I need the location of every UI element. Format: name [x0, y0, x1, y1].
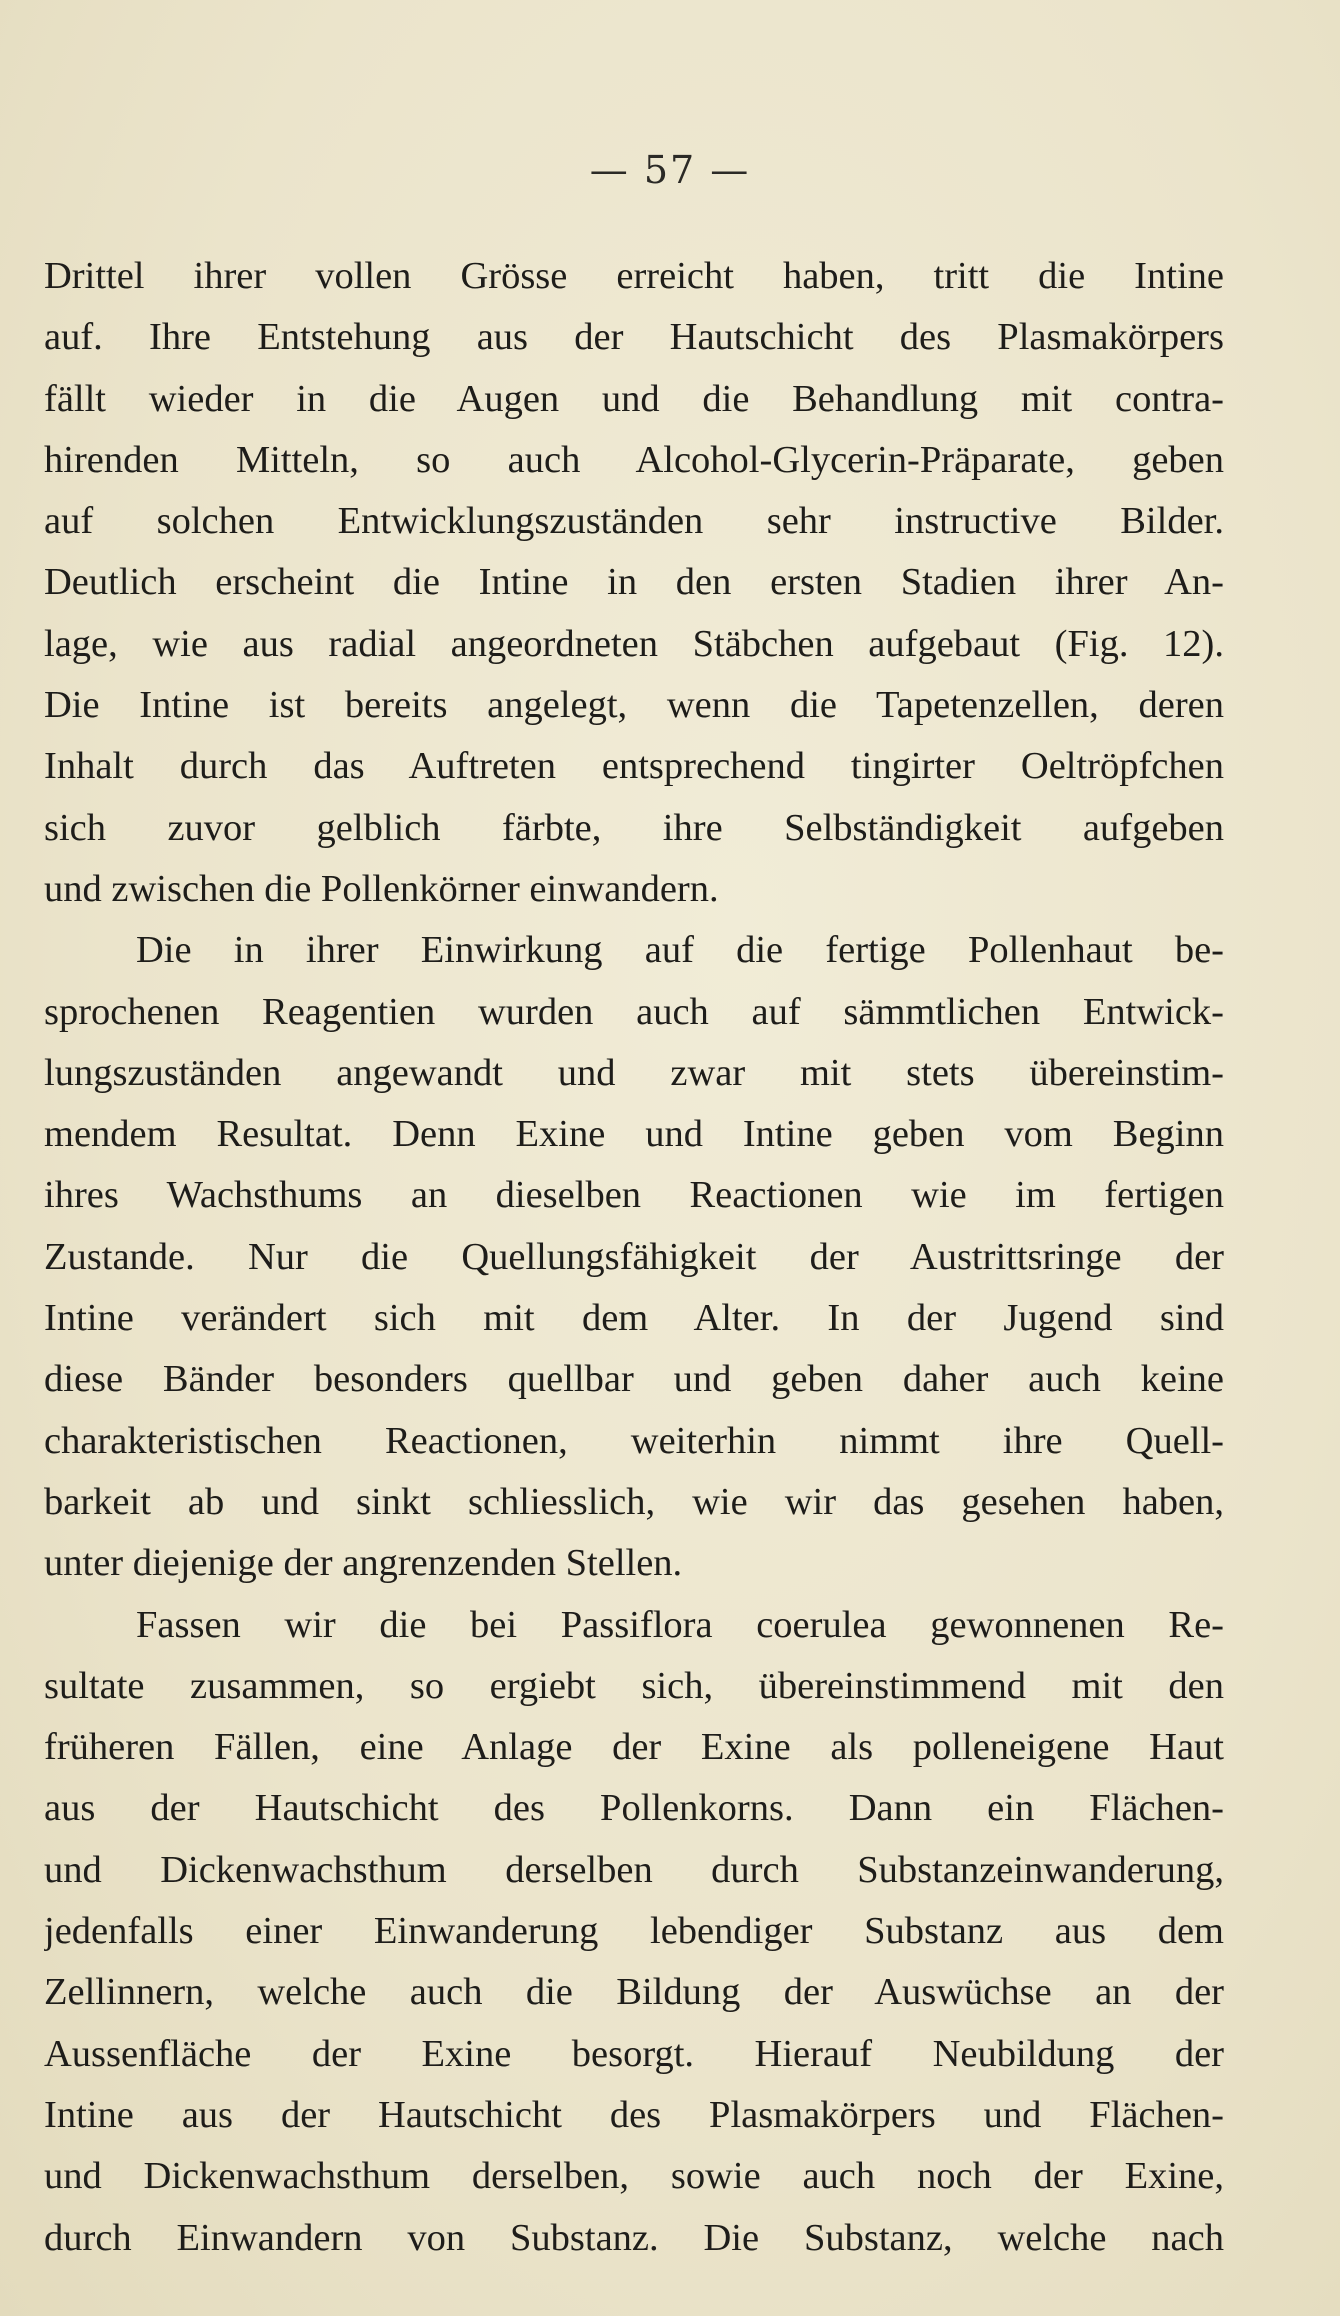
text-line: auf. Ihre Entstehung aus der Hautschicht des Plasmakörpers	[44, 316, 1224, 359]
body-text	[44, 246, 1224, 2269]
paragraph-2	[44, 920, 1224, 1594]
text-line: sprochenen Reagentien wurden auch auf sämmtlichen Entwick-	[44, 990, 1224, 1033]
text-line: und Dickenwachsthum derselben durch Substanzeinwanderung,	[44, 1848, 1224, 1891]
text-line: aus der Hautschicht des Pollenkorns. Dann ein Flächen-	[44, 1787, 1224, 1830]
text-line: Zustande. Nur die Quellungsfähigkeit der Austrittsringe der	[44, 1235, 1224, 1278]
text-line: lage, wie aus radial angeordneten Stäbchen aufgebaut (Fig. 12).	[44, 622, 1224, 665]
text-line: sultate zusammen, so ergiebt sich, übereinstimmend mit den	[44, 1664, 1224, 1707]
text-line: und zwischen die Pollenkörner einwandern.	[44, 867, 719, 910]
page-number: — 57 —	[589, 148, 751, 192]
text-line: mendem Resultat. Denn Exine und Intine geben vom Beginn	[44, 1113, 1224, 1156]
text-line: lungszuständen angewandt und zwar mit stets übereinstim-	[44, 1051, 1224, 1094]
text-line: und Dickenwachsthum derselben, sowie auch noch der Exine,	[44, 2155, 1224, 2198]
text-line: Die Intine ist bereits angelegt, wenn die Tapetenzellen, deren	[44, 684, 1224, 727]
text-line: durch Einwandern von Substanz. Die Substanz, welche nach	[44, 2216, 1224, 2259]
text-line: Intine verändert sich mit dem Alter. In der Jugend sind	[44, 1297, 1224, 1340]
text-line: Fassen wir die bei Passiflora coerulea gewonnenen Re-	[136, 1603, 1224, 1646]
text-line: Inhalt durch das Auftreten entsprechend tingirter Oeltröpfchen	[44, 745, 1224, 788]
text-line: auf solchen Entwicklungszuständen sehr instructive Bilder.	[44, 500, 1224, 543]
text-line: Drittel ihrer vollen Grösse erreicht haben, tritt die Intine	[44, 255, 1224, 297]
paragraph-1	[44, 246, 1224, 920]
text-line: Die in ihrer Einwirkung auf die fertige Pollenhaut be-	[136, 929, 1224, 972]
text-line: Aussenfläche der Exine besorgt. Hierauf Neubildung der	[44, 2032, 1224, 2075]
text-line: Deutlich erscheint die Intine in den ersten Stadien ihrer An-	[44, 561, 1224, 604]
text-line: barkeit ab und sinkt schliesslich, wie wir das gesehen haben,	[44, 1480, 1224, 1523]
text-line: früheren Fällen, eine Anlage der Exine als polleneigene Haut	[44, 1726, 1224, 1769]
text-line: diese Bänder besonders quellbar und geben daher auch keine	[44, 1358, 1224, 1401]
text-line: fällt wieder in die Augen und die Behandlung mit contra-	[44, 377, 1224, 420]
text-line: ihres Wachsthums an dieselben Reactionen wie im fertigen	[44, 1174, 1224, 1217]
text-line: Intine aus der Hautschicht des Plasmakörpers und Flächen-	[44, 2093, 1224, 2136]
text-line: sich zuvor gelblich färbte, ihre Selbständigkeit aufgeben	[44, 806, 1224, 849]
text-line: Zellinnern, welche auch die Bildung der Auswüchse an der	[44, 1971, 1224, 2014]
paragraph-3	[44, 1595, 1224, 2269]
text-line: jedenfalls einer Einwanderung lebendiger Substanz aus dem	[44, 1910, 1224, 1953]
text-line: hirenden Mitteln, so auch Alcohol-Glycerin-Präparate, geben	[44, 438, 1224, 481]
text-line: unter diejenige der angrenzenden Stellen.	[44, 1542, 683, 1585]
text-line: charakteristischen Reactionen, weiterhin nimmt ihre Quell-	[44, 1419, 1224, 1462]
